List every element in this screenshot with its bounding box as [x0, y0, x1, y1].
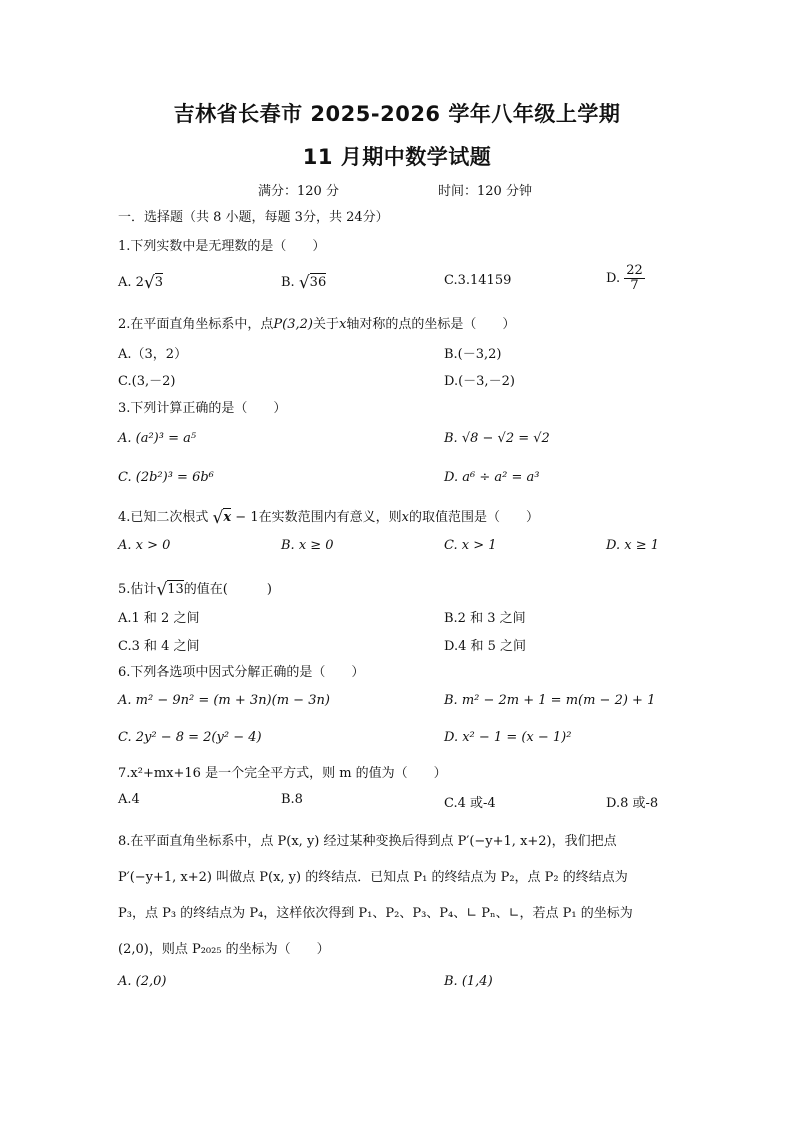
question-8-line3: P₃，点 P₃ 的终结点为 P₄，这样依次得到 P₁、P₂、P₃、P₄、∟ Pₙ、∟，若点 P₁ 的坐标为 — [118, 906, 633, 921]
question-6-option-d: D. x² − 1 = (x − 1)² — [444, 730, 572, 745]
question-8-option-b: B. (1,4) — [444, 974, 493, 989]
question-4-option-a: A. x > 0 — [118, 538, 171, 553]
q1-a-prefix: A. 2 — [118, 275, 144, 290]
question-2-option-d: D.(－3,－2) — [444, 374, 515, 389]
question-3-option-c: C. (2b²)³ = 6b⁶ — [118, 470, 214, 485]
q1-d-fraction — [624, 264, 645, 293]
question-8-line2: P′(−y+1, x+2) 叫做点 P(x, y) 的终结点．已知点 P₁ 的终结点为 P₂，点 P₂ 的终结点为 — [118, 870, 628, 885]
question-3-option-a: A. (a²)³ = a⁵ — [118, 431, 197, 446]
question-1-option-c: C.3.14159 — [444, 273, 512, 288]
question-7-option-a: A.4 — [118, 792, 140, 807]
q2-axis-x: x — [339, 317, 347, 332]
question-7-option-b: B.8 — [281, 792, 303, 807]
question-6-stem: 6.下列各选项中因式分解正确的是（ ） — [118, 665, 365, 680]
q2-point-p: P(3,2) — [273, 317, 313, 332]
question-3-stem: 3.下列计算正确的是（ ） — [118, 401, 287, 416]
question-5-stem: 5.估计√13的值在( ) — [118, 580, 272, 600]
question-3-option-d: D. a⁶ ÷ a² = a³ — [444, 470, 540, 485]
q5-stem-b: 的值在( ) — [183, 582, 272, 597]
question-2-option-a: A.（3，2） — [118, 347, 188, 362]
question-5-option-c: C.3 和 4 之间 — [118, 639, 200, 654]
q1-d-numerator: 22 — [626, 263, 643, 278]
q1-b-radicand: 36 — [309, 275, 327, 290]
q4-radicand: x — [223, 510, 232, 525]
question-2-option-b: B.(－3,2) — [444, 347, 502, 362]
question-4-stem: 4.已知二次根式 √x − 1在实数范围内有意义，则x的取值范围是（ ） — [118, 508, 539, 528]
question-8-line1: 8.在平面直角坐标系中，点 P(x, y) 经过某种变换后得到点 P′(−y+1, x+2)，我们把点 — [118, 834, 617, 849]
question-2-stem — [118, 313, 515, 332]
question-5-option-d: D.4 和 5 之间 — [444, 639, 527, 654]
q2-stem-a: 2.在平面直角坐标系中，点 — [118, 317, 274, 332]
question-6-option-a: A. m² − 9n² = (m + 3n)(m − 3n) — [118, 693, 330, 708]
section-heading-choice: 一．选择题（共 8 小题，每题 3分，共 24分） — [118, 210, 389, 225]
question-7-stem: 7.x²+mx+16 是一个完全平方式，则 m 的值为（ ） — [118, 766, 447, 781]
q1-d-prefix: D. — [606, 271, 625, 286]
q5-radicand: 13 — [167, 582, 184, 597]
q1-b-prefix: B. — [281, 275, 299, 290]
exam-title-line2: 11 月期中数学试题 — [302, 145, 492, 169]
q1-d-denominator: 7 — [630, 278, 639, 293]
question-1-option-d — [606, 264, 645, 293]
exam-time: 时间：120 分钟 — [438, 184, 532, 199]
question-6-option-c: C. 2y² − 8 = 2(y² − 4) — [118, 730, 262, 745]
q4-stem-f: 的取值范围是（ ） — [408, 510, 539, 525]
question-1-stem: 1.下列实数中是无理数的是（ ） — [118, 239, 326, 254]
question-8-line4: (2,0)，则点 P₂₀₂₅ 的坐标为（ ） — [118, 942, 330, 957]
q4-var-x: x — [401, 510, 409, 525]
q2-stem-e: 轴对称的点的坐标是（ ） — [346, 317, 516, 332]
question-5-option-b: B.2 和 3 之间 — [444, 611, 526, 626]
exam-title-line1: 吉林省长春市 2025-2026 学年八年级上学期 — [173, 102, 621, 126]
full-score: 满分：120 分 — [258, 184, 339, 199]
question-7-option-d: D.8 或-8 — [606, 796, 659, 811]
question-2-option-c: C.(3,－2) — [118, 374, 176, 389]
q4-stem-d: 在实数范围内有意义，则 — [258, 510, 402, 525]
question-1-option-a: A. 2√3 — [118, 273, 164, 293]
q4-stem-a: 4.已知二次根式 — [118, 510, 209, 525]
question-6-option-b: B. m² − 2m + 1 = m(m − 2) + 1 — [444, 693, 656, 708]
question-7-option-c: C.4 或-4 — [444, 796, 496, 811]
question-4-option-c: C. x > 1 — [444, 538, 497, 553]
q1-a-radicand: 3 — [154, 275, 164, 290]
question-3-option-b: B. √8 − √2 = √2 — [444, 431, 550, 446]
question-5-option-a: A.1 和 2 之间 — [118, 611, 200, 626]
q5-stem-a: 5.估计 — [118, 582, 157, 597]
question-4-option-b: B. x ≥ 0 — [281, 538, 334, 553]
question-4-option-d: D. x ≥ 1 — [606, 538, 659, 553]
q4-stem-c: − 1 — [235, 510, 259, 525]
question-1-option-b: B. √36 — [281, 273, 327, 293]
question-8-option-a: A. (2,0) — [118, 974, 167, 989]
q2-stem-c: 关于 — [312, 317, 339, 332]
